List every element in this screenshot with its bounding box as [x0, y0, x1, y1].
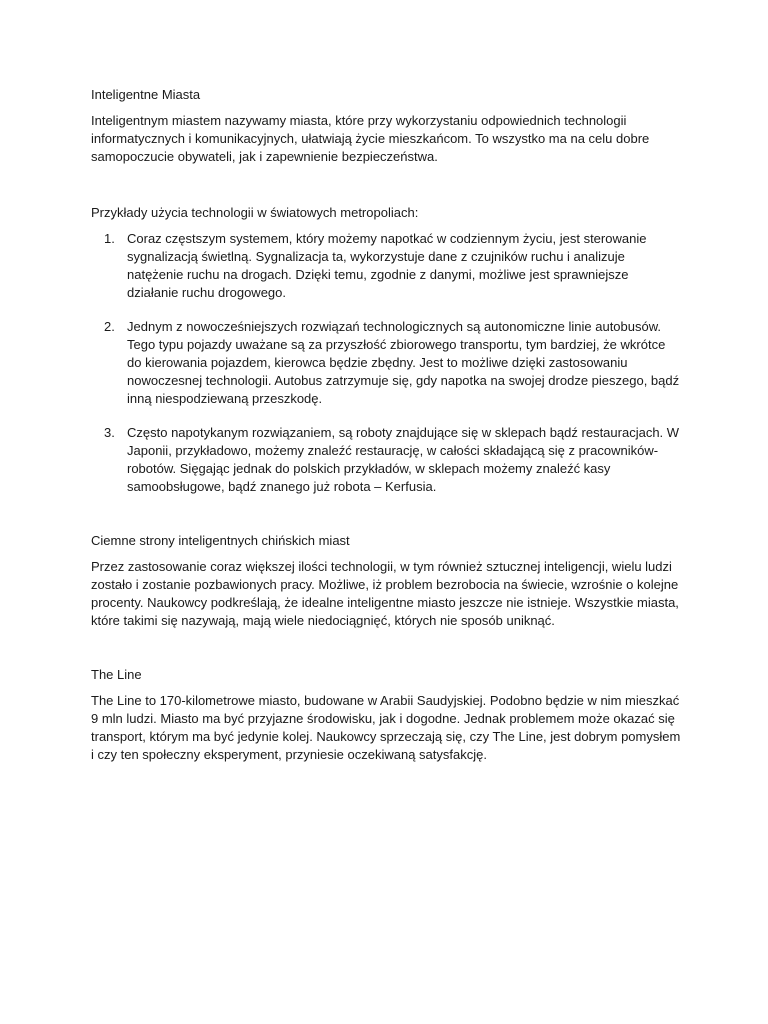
list-item-text: Często napotykanym rozwiązaniem, są roboty znajdujące się w sklepach bądź restauracjach. W Japonii, przykładowo, możemy znaleźć restaurację, w całości składającą się z pracowników-robotów. Sięgając jednak do polskich przykładów, w sklepach możemy znaleźć kasy samoobsługowe, bądź znanego już robota – Kerfusia.	[127, 425, 680, 494]
list-item-text: Coraz częstszym systemem, który możemy napotkać w codziennym życiu, jest sterowanie sygnalizacją świetlną. Sygnalizacja ta, wykorzystuje dane z czujników ruchu i analizuje natężenie ruchu na drogach. Dzięki temu, zgodnie z danymi, możliwe jest sprawniejsze działanie ruchu drogowego.	[127, 231, 647, 300]
list-item-text: Jednym z nowocześniejszych rozwiązań technologicznych są autonomiczne linie autobusów. Tego typu pojazdy uważane są za przyszłość zbiorowego transportu, tym bardziej, że wkrótce do kierowania pojazdem, kierowca będzie zbędny. Jest to możliwe dzięki zastosowaniu nowoczesnej technologii. Autobus zatrzymuje się, gdy napotka na swojej drodze pieszego, bądź inną niespodziewaną przeszkodę.	[127, 319, 680, 406]
intro-paragraph: Inteligentnym miastem nazywamy miasta, które przy wykorzystaniu odpowiednich technologii informatycznych i komunikacyjnych, ułatwiają życie mieszkańcom. To wszystko ma na celu dobre samopoczucie obywateli, jak i zapewnienie bezpieczeństwa.	[91, 113, 650, 164]
examples-heading: Przykłady użycia technologii w światowych metropoliach:	[91, 205, 419, 220]
the-line-paragraph: The Line to 170-kilometrowe miasto, budowane w Arabii Saudyjskiej. Podobno będzie w nim mieszkać 9 mln ludzi. Miasto ma być przyjazne środowisku, jak i dogodne. Jednak problemem może okazać się transport, którym ma być jedynie kolej. Naukowcy sprzeczają się, czy The Line, jest dobrym pomysłem i czy ten społeczny eksperyment, przyniesie oczekiwaną satysfakcję.	[91, 693, 681, 762]
list-item-number: 1.	[104, 231, 115, 246]
list-item-number: 2.	[104, 319, 115, 334]
dark-side-paragraph: Przez zastosowanie coraz większej ilości technologii, w tym również sztucznej inteligencji, wielu ludzi zostało i zostanie pozbawionych pracy. Możliwe, iż problem bezrobocia na świecie, wzrośnie o kolejne procenty. Naukowcy podkreślają, że idealne inteligentne miasto jeszcze nie istnieje. Wszystkie miasta, które takimi się nazywają, mają wiele niedociągnięć, których nie sposób uniknąć.	[91, 559, 679, 628]
dark-side-heading: Ciemne strony inteligentnych chińskich miast	[91, 533, 350, 548]
list-item-number: 3.	[104, 425, 115, 440]
the-line-heading: The Line	[91, 667, 142, 682]
document-title: Inteligentne Miasta	[91, 87, 201, 102]
